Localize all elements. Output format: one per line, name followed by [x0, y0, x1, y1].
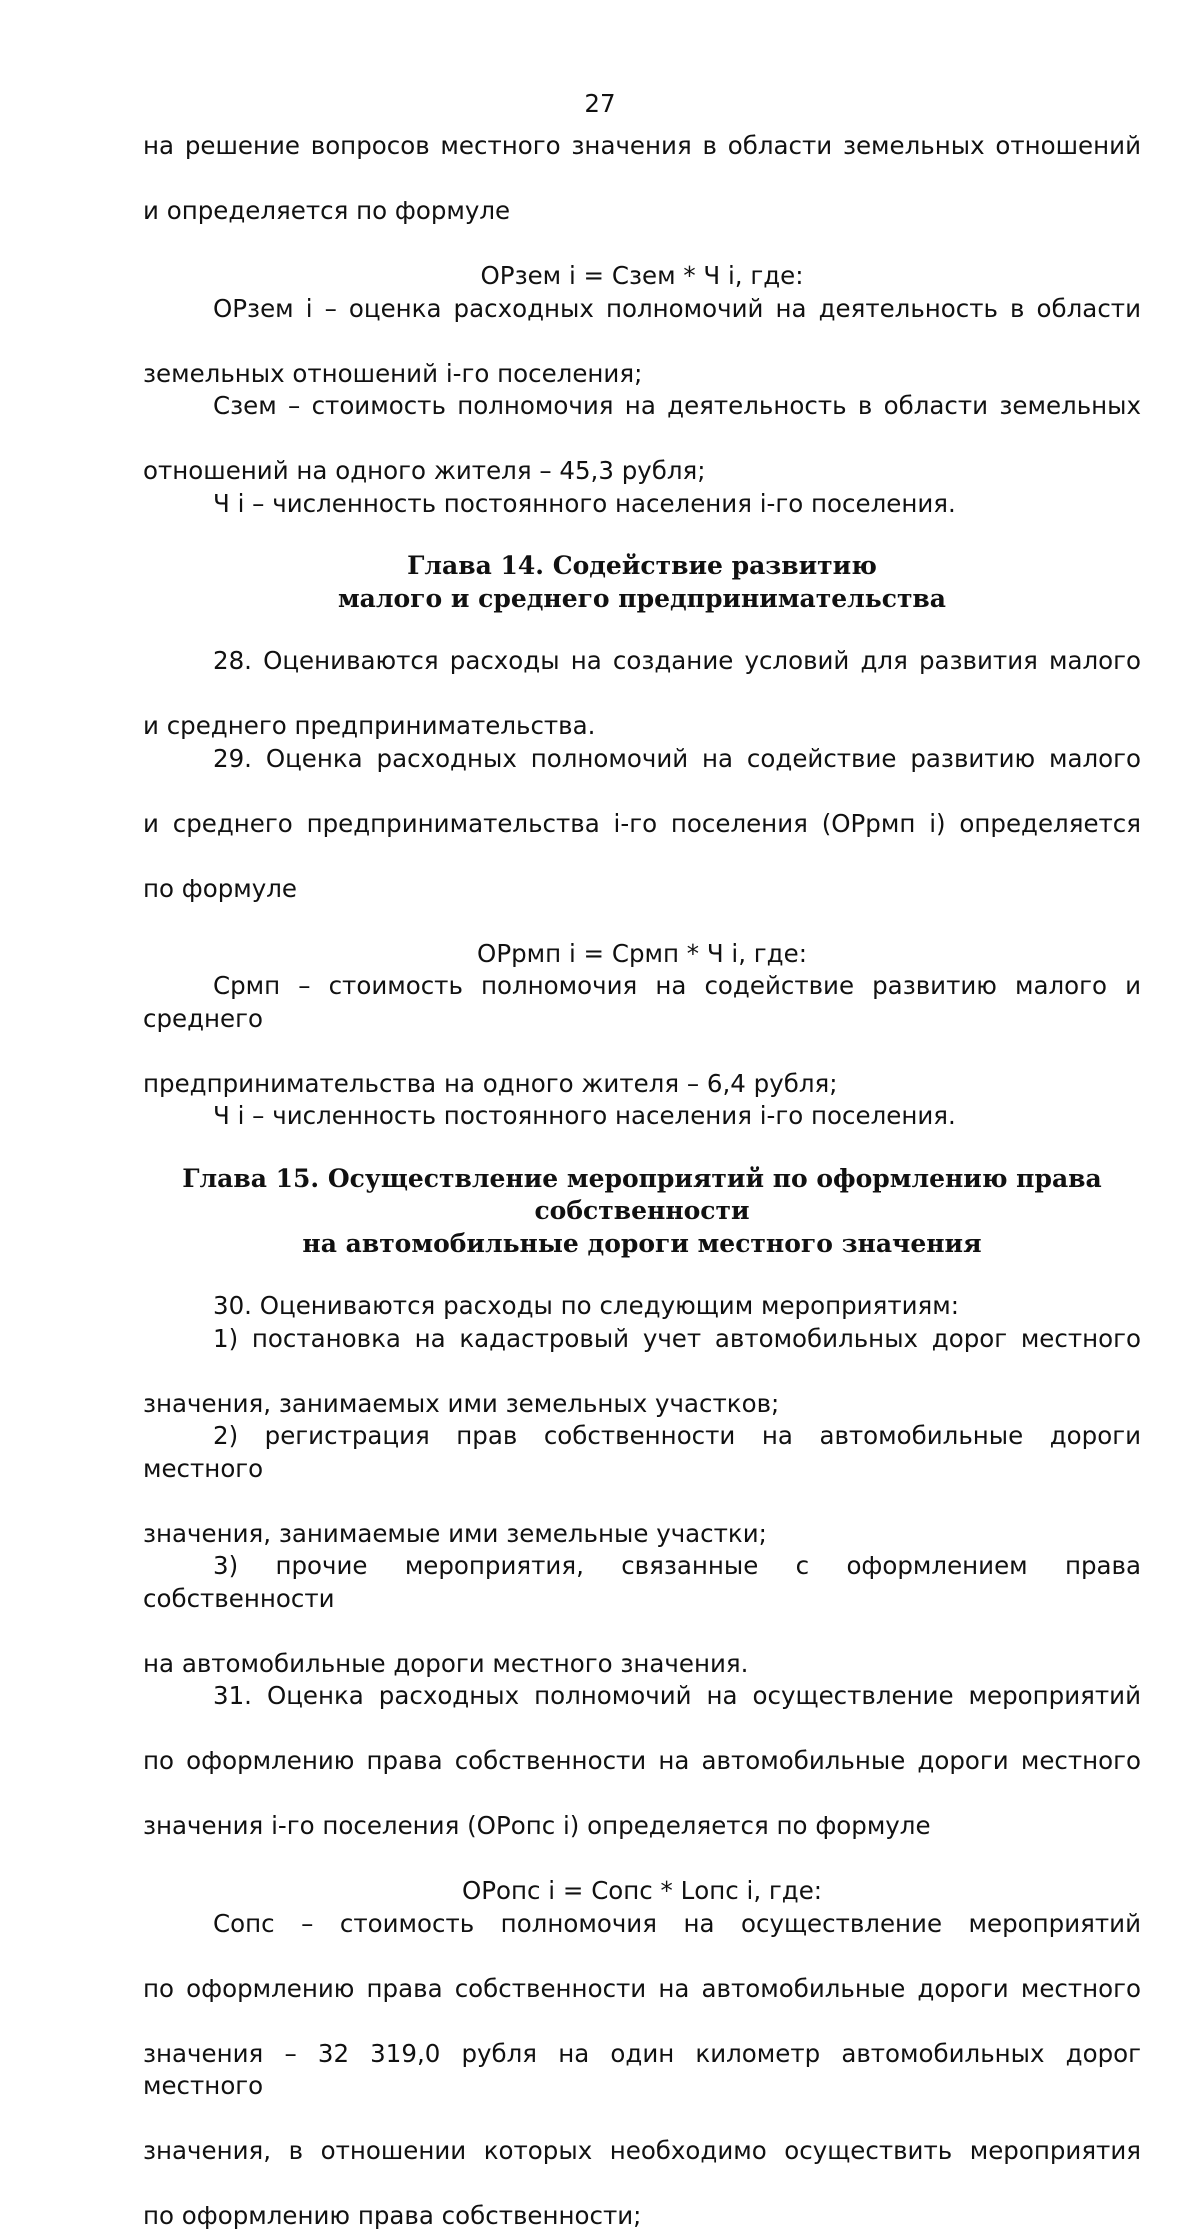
paragraph-30-item-2-line-2: значения, занимаемые ими земельные участки; [143, 1518, 767, 1548]
paragraph-28-line-1: 28. Оцениваются расходы на создание условий для развития малого [213, 646, 1141, 675]
def-chi-zem: Ч i – численность постоянного населения i-го поселения. [213, 488, 956, 518]
paragraph-28-line-2: и среднего предпринимательства. [143, 711, 596, 740]
def-orzem-line-2: земельных отношений i-го поселения; [143, 358, 643, 388]
def-orzem-line-1: ОРзем i – оценка расходных полномочий на деятельность в области [213, 293, 1141, 323]
paragraph-30-intro: 30. Оцениваются расходы по следующим мероприятиям: [213, 1291, 959, 1320]
paragraph-30-item-2-line-1: 2) регистрация прав собственности на автомобильные дороги местного [143, 1421, 1141, 1483]
page-number: 27 [584, 89, 616, 118]
chapter-15-title-line-1: Глава 15. Осуществление мероприятий по оформлению права собственности [182, 1163, 1102, 1225]
def-sops-line-2: по оформлению права собственности на автомобильные дороги местного [143, 1973, 1141, 2003]
def-sops-line-4: значения, в отношении которых необходимо осуществить мероприятия [143, 2136, 1141, 2165]
paragraph-30-item-1-line-2: значения, занимаемых ими земельных участков; [143, 1388, 780, 1418]
def-szem-line-2: отношений на одного жителя – 45,3 рубля; [143, 456, 706, 485]
paragraph-29-line-1: 29. Оценка расходных полномочий на содействие развитию малого [213, 743, 1141, 773]
chapter-15-title-line-2: на автомобильные дороги местного значения [302, 1228, 982, 1258]
intro-line-2: и определяется по формуле [143, 196, 511, 225]
paragraph-29-line-2: и среднего предпринимательства i-го поселения (ОРрмп i) определяется [143, 808, 1141, 838]
def-sops-line-5: по оформлению права собственности; [143, 2201, 642, 2230]
page-content [143, 130, 1141, 2233]
def-szem-line-1: Сзем – стоимость полномочия на деятельность в области земельных [213, 391, 1141, 420]
paragraph-30-item-3-line-2: на автомобильные дороги местного значения. [143, 1648, 749, 1678]
def-sops-line-3: значения – 32 319,0 рубля на один километр автомобильных дорог местного [143, 2038, 1141, 2100]
formula-orzem: ОРзем i = Сзем * Ч i, где: [480, 261, 804, 290]
chapter-14-title-line-2: малого и среднего предпринимательства [337, 583, 947, 613]
def-sops-line-1: Сопс – стоимость полномочия на осуществление мероприятий [213, 1908, 1141, 1938]
def-chi-rmp: Ч i – численность постоянного населения i-го поселения. [213, 1101, 956, 1130]
paragraph-30-item-3-line-1: 3) прочие мероприятия, связанные с оформлением права собственности [143, 1551, 1141, 1613]
paragraph-29-line-3: по формуле [143, 873, 297, 903]
chapter-14-title-line-1: Глава 14. Содействие развитию [407, 551, 877, 580]
paragraph-30-item-1-line-1: 1) постановка на кадастровый учет автомобильных дорог местного [213, 1323, 1141, 1353]
formula-orops: ОРопс i = Сопс * Lопс i, где: [461, 1876, 823, 1905]
formula-orrmp: ОРрмп i = Срмп * Ч i, где: [477, 938, 807, 968]
def-srmp-line-1: Срмп – стоимость полномочия на содействие развитию малого и среднего [143, 971, 1141, 1033]
paragraph-31-line-1: 31. Оценка расходных полномочий на осуществление мероприятий [213, 1681, 1141, 1710]
paragraph-31-line-2: по оформлению права собственности на автомобильные дороги местного [143, 1746, 1141, 1775]
paragraph-31-line-3: значения i-го поселения (ОРопс i) определяется по формуле [143, 1811, 931, 1840]
def-srmp-line-2: предпринимательства на одного жителя – 6,4 рубля; [143, 1068, 838, 1098]
intro-line-1: на решение вопросов местного значения в области земельных отношений [143, 131, 1141, 160]
